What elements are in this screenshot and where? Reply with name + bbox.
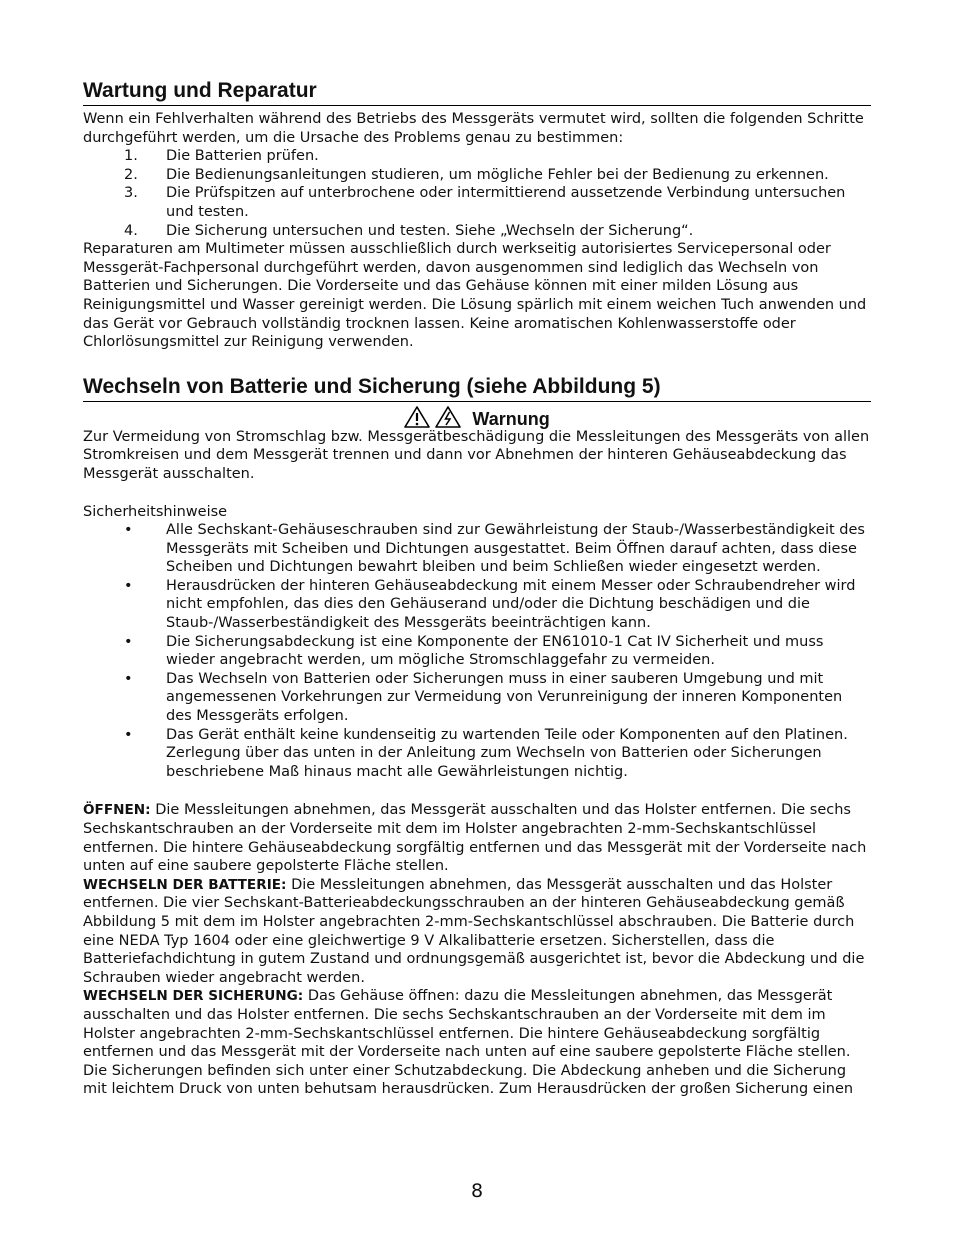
bullet-text: Das Wechseln von Batterien oder Sicherungen muss in einer sauberen Umgebung und mit angemessenen Vorkehrungen zur Vermeidung von Verunreinigung der inneren Komponenten des Messgeräts erfolgen. — [166, 670, 843, 725]
list-item — [83, 147, 871, 166]
step-number: 1. — [124, 148, 138, 165]
list-item — [83, 670, 871, 726]
repair-paragraph: Reparaturen am Multimeter müssen ausschließlich durch werkseitig autorisiertes Servicepersonal oder Messgerät-Fachpersonal durchgeführt werden, davon ausgenommen sind lediglich das Wechseln von Batterien und Sicherungen. Die Vorderseite und das Gehäuse können mit einer milden Lösung aus Reinigungsmittel und Wasser gereinigt werden. Die Lösung spärlich mit einem weichen Tuch anwenden und das Gerät vor Gebrauch vollständig trocknen lassen. Keine aromatischen Kohlenwasserstoffe oder Chlorlösungsmittel zur Reinigung verwenden. — [83, 241, 867, 351]
safety-title: Sicherheitshinweise — [83, 503, 228, 520]
safety-list — [83, 521, 871, 781]
list-item — [83, 521, 871, 577]
list-item — [83, 184, 871, 221]
warning-label: Warnung — [472, 408, 550, 429]
bullet: • — [124, 670, 133, 687]
battery-paragraph — [83, 876, 871, 988]
bullet: • — [124, 522, 133, 539]
step-number: 2. — [124, 166, 138, 183]
list-item — [83, 222, 871, 241]
battery-label: WECHSELN DER BATTERIE: — [83, 876, 287, 893]
battery-text: Die Messleitungen abnehmen, das Messgerät ausschalten und das Holster entfernen. Die vier Sechskant-Batterieabdeckungsschrauben an der hinteren Gehäuseabdeckung gemäß Abbildung 5 mit dem im Holster angebrachten 2-mm-Sechskantschlüssel abschrauben. Die Batterie durch eine NEDA Typ 1604 oder eine gleichwertige 9 V Alkalibatterie ersetzen. Sicherstellen, dass die Batteriefachdichtung in gutem Zustand und ordnungsgemäß ausgerichtet ist, bevor die Abdeckung und die Schrauben wieder angebracht werden. — [83, 876, 865, 986]
step-text: Die Prüfspitzen auf unterbrochene oder intermittierend aussetzende Verbindung untersuchen und testen. — [166, 185, 846, 220]
step-text: Die Bedienungsanleitungen studieren, um mögliche Fehler bei der Bedienung zu erkennen. — [166, 166, 829, 183]
electric-hazard-triangle-icon — [435, 406, 461, 428]
bullet-text: Die Sicherungsabdeckung ist eine Komponente der EN61010-1 Cat IV Sicherheit und muss wieder angebracht werden, um mögliche Stromschlaggefahr zu vermeiden. — [166, 633, 824, 669]
step-number: 3. — [124, 185, 138, 202]
bullet-text: Das Gerät enthält keine kundenseitig zu wartenden Teile oder Komponenten auf den Platinen. Zerlegung über das unten in der Anleitung zum Wechseln von Batterien oder Sicherungen beschriebene Maß hinaus macht alle Gewährleistungen nichtig. — [166, 726, 848, 780]
bullet: • — [124, 726, 133, 743]
open-paragraph — [83, 801, 871, 875]
warning-banner — [83, 406, 871, 428]
list-item — [83, 166, 871, 185]
step-text: Die Sicherung untersuchen und testen. Siehe „Wechseln der Sicherung“. — [166, 222, 694, 239]
open-label: ÖFFNEN: — [83, 802, 151, 819]
open-text: Die Messleitungen abnehmen, das Messgerät ausschalten und das Holster entfernen. Die sechs Sechskantschrauben an der Vorderseite mit dem im Holster angebrachten 2-mm-Sechskantschlüssel entfernen. Die hintere Gehäuseabdeckung sorgfältig entfernen und das Messgerät mit der Vorderseite nach unten auf eine saubere gepolsterte Fläche stellen. — [83, 802, 867, 875]
fuse-text: Das Gehäuse öffnen: dazu die Messleitungen abnehmen, das Messgerät ausschalten und das Holster entfernen. Die sechs Sechskantschrauben an der Vorderseite mit dem im Holster angebrachten 2-mm-Sechskantschlüssel entfernen. Die hintere Gehäuseabdeckung sorgfältig entfernen und das Messgerät mit der Vorderseite nach unten auf eine saubere gepolsterte Fläche stellen. Die Sicherungen befinden sich unter einer Schutzabdeckung. Die Abdeckung anheben und die Sicherung mit leichtem Druck von unten behutsam herausdrücken. Zum Herausdrücken der großen Sicherung einen — [83, 988, 854, 1098]
fuse-label: WECHSELN DER SICHERUNG: — [83, 988, 304, 1005]
warning-triangle-icon — [404, 406, 430, 428]
bullet-text: Herausdrücken der hinteren Gehäuseabdeckung mit einem Messer oder Schraubendreher wird nicht empfohlen, das dies den Gehäuserand und/oder die Dichtung beschädigen und die Staub-/Wasserbeständigkeit des Messgeräts beeinträchtigen kann. — [166, 577, 856, 632]
bullet-text: Alle Sechskant-Gehäuseschrauben sind zur Gewährleistung der Staub-/Wasserbeständigkeit des Messgeräts mit Scheiben und Dichtungen ausgestattet. Beim Öffnen darauf achten, dass diese Scheiben und Dichtungen bewahrt bleiben und beim Schließen wieder eingesetzt werden. — [166, 522, 865, 576]
step-number: 4. — [124, 222, 138, 239]
warning-text: Zur Vermeidung von Stromschlag bzw. Messgerätbeschädigung die Messleitungen des Messgeräts von allen Stromkreisen und dem Messgerät trennen und dann vor Abnehmen der hinteren Gehäuseabdeckung das Messgerät ausschalten. — [83, 428, 870, 482]
page-number: 8 — [470, 1180, 484, 1202]
heading-replacement: Wechseln von Batterie und Sicherung (siehe Abbildung 5) — [83, 374, 871, 402]
fuse-paragraph — [83, 987, 871, 1099]
bullet: • — [124, 633, 133, 650]
step-text: Die Batterien prüfen. — [166, 148, 319, 165]
maintenance-intro: Wenn ein Fehlverhalten während des Betriebs des Messgeräts vermutet wird, sollten die folgenden Schritte durchgeführt werden, um die Ursache des Problems genau zu bestimmen: — [83, 111, 864, 146]
document-page — [83, 78, 871, 1099]
list-item — [83, 633, 871, 670]
heading-maintenance: Wartung und Reparatur — [83, 78, 871, 106]
troubleshooting-steps — [83, 147, 871, 240]
bullet: • — [124, 577, 133, 594]
list-item — [83, 577, 871, 633]
list-item — [83, 726, 871, 782]
